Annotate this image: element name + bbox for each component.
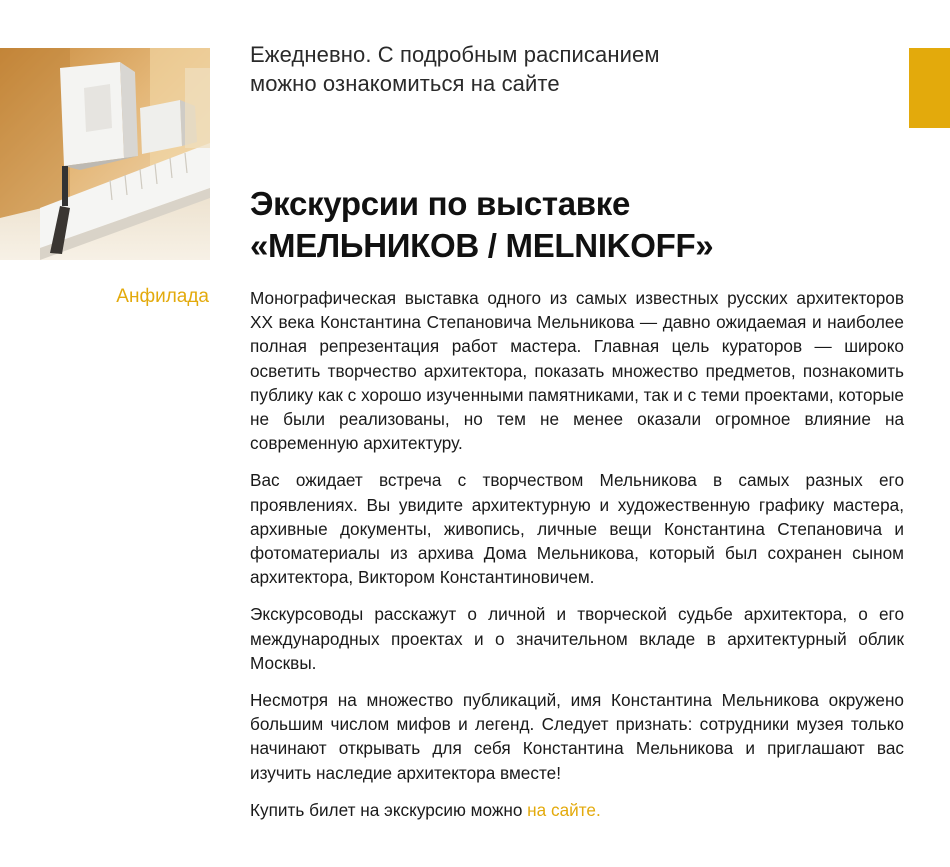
schedule-note — [250, 40, 890, 98]
paragraph: Несмотря на множество публикаций, имя Константина Мельникова окружено большим числом мифов и легенд. Следует признать: сотрудники музея только начинают открывать для себя Константина Мельникова и приглашают вас изучить наследие архитектора вместе! — [250, 690, 904, 783]
paragraph: Экскурсоводы расскажут о личной и творческой судьбе архитектора, о его международных проектах и о значительном вкладе в архитектурный облик Москвы. — [250, 604, 904, 673]
ticket-link[interactable]: на сайте. — [527, 799, 601, 820]
paragraph: Монографическая выставка одного из самых известных русских архитекторов XX века Константина Степановича Мельникова — давно ожидаемая и наиболее полная репрезентация работ мастера. Главная цель кураторов — широко осветить творчество архитектора, показать множество предметов, познакомить публику как с хорошо изученными памятниками, так и с теми проектами, которые не были реализованы, но тем не менее оказали огромное влияние на современную архитектуру. — [250, 288, 904, 454]
schedule-line: Ежедневно. С подробным расписанием — [250, 42, 660, 67]
schedule-line: можно ознакомиться на сайте — [250, 71, 560, 96]
exhibition-photo — [0, 48, 210, 260]
paragraph: Вас ожидает встреча с творчеством Мельникова в самых разных его проявлениях. Вы увидите архитектурную и художественную графику мастера, архивные документы, живопись, личные вещи Константина Степановича и фотоматериалы из архива Дома Мельникова, который был сохранен сыном архитектора, Виктором Константиновичем. — [250, 470, 904, 588]
exhibition-model-photo-icon — [0, 48, 210, 260]
title-line: Экскурсии по выставке — [250, 185, 631, 222]
accent-bar — [909, 48, 950, 128]
title-line: «МЕЛЬНИКОВ / MELNIKOFF» — [250, 227, 714, 264]
category-label[interactable]: Анфилада — [116, 286, 209, 307]
article-body — [250, 286, 904, 822]
page-title — [250, 183, 900, 267]
ticket-paragraph — [250, 798, 904, 822]
ticket-text: Купить билет на экскурсию можно — [250, 799, 528, 820]
